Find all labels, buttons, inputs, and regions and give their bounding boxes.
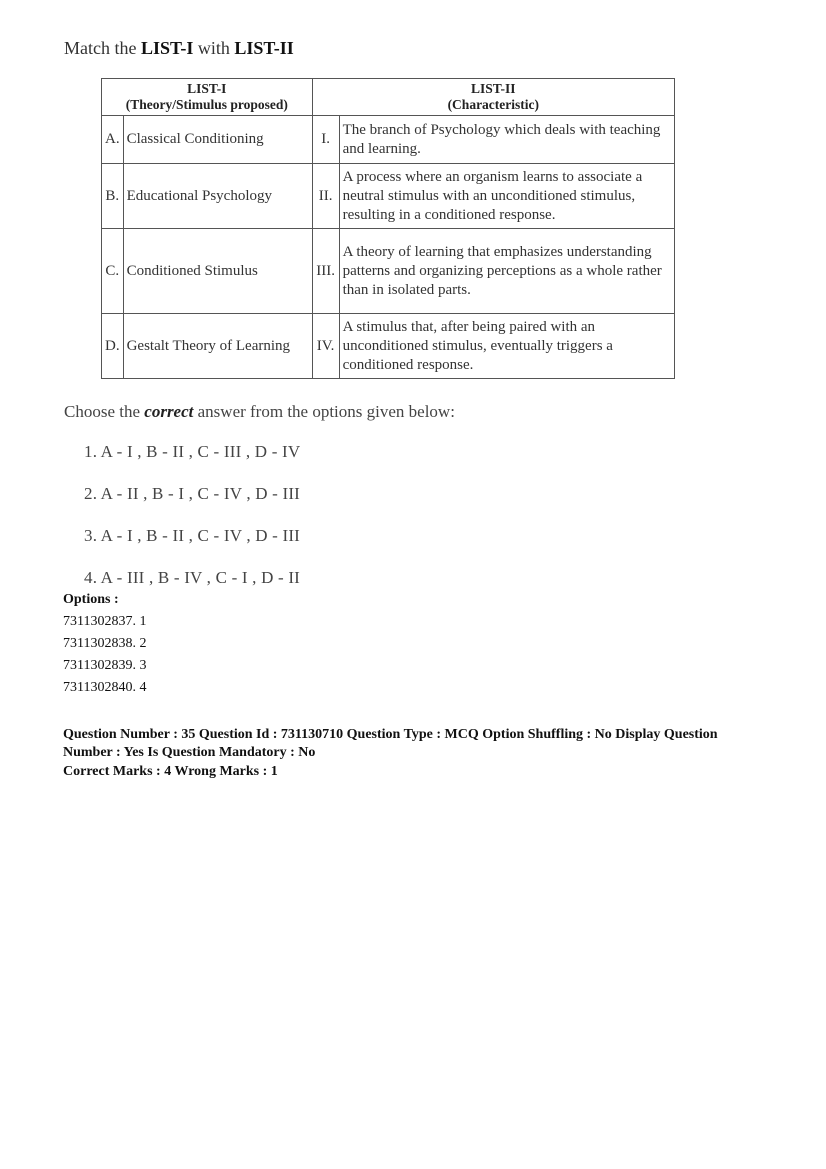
- row-description: A process where an organism learns to associate a neutral stimulus with an unconditioned stimulus, resulting in a conditioned response.: [339, 164, 674, 229]
- question-heading: [64, 38, 294, 59]
- list1-header-title: LIST-I: [187, 81, 227, 96]
- list1-header-subtitle: (Theory/Stimulus proposed): [125, 97, 288, 112]
- row-numeral: IV.: [312, 314, 339, 379]
- row-item: Educational Psychology: [123, 164, 312, 229]
- options-label: Options :: [63, 592, 119, 607]
- row-item: Classical Conditioning: [123, 116, 312, 164]
- list2-header: [312, 79, 674, 116]
- answer-choice-2: 2. A - II , B - I , C - IV , D - III: [84, 484, 301, 503]
- list2-header-title: LIST-II: [471, 81, 516, 96]
- option-id-1: 7311302837. 1: [63, 614, 147, 629]
- list2-header-subtitle: (Characteristic): [447, 97, 540, 112]
- row-letter: B.: [102, 164, 124, 229]
- answer-choice-4: 4. A - III , B - IV , C - I , D - II: [84, 568, 301, 587]
- choose-instruction: [64, 402, 455, 422]
- table-row: [102, 229, 675, 314]
- match-table: [101, 78, 675, 379]
- list1-header: [102, 79, 313, 116]
- option-id-4: 7311302840. 4: [63, 680, 147, 695]
- row-item: Conditioned Stimulus: [123, 229, 312, 314]
- table-row: [102, 314, 675, 379]
- answer-choice-1: 1. A - I , B - II , C - III , D - IV: [84, 442, 301, 461]
- heading-mid: with: [193, 38, 235, 58]
- choose-emphasis: correct: [144, 402, 194, 421]
- row-description: A stimulus that, after being paired with an unconditioned stimulus, eventually triggers a conditioned response.: [339, 314, 674, 379]
- table-row: [102, 164, 675, 229]
- table-row: [102, 116, 675, 164]
- marks-info: Correct Marks : 4 Wrong Marks : 1: [63, 764, 278, 779]
- option-id-2: 7311302838. 2: [63, 636, 147, 651]
- row-letter: A.: [102, 116, 124, 164]
- heading-prefix: Match the: [64, 38, 141, 58]
- option-id-3: 7311302839. 3: [63, 658, 147, 673]
- choose-suffix: answer from the options given below:: [193, 402, 455, 421]
- heading-list2: LIST-II: [234, 38, 294, 58]
- row-numeral: I.: [312, 116, 339, 164]
- row-description: A theory of learning that emphasizes understanding patterns and organizing perceptions as a whole rather than in isolated parts.: [339, 229, 674, 314]
- row-numeral: II.: [312, 164, 339, 229]
- heading-list1: LIST-I: [140, 38, 194, 58]
- choose-prefix: Choose the: [64, 402, 145, 421]
- row-letter: C.: [102, 229, 124, 314]
- question-info: Question Number : 35 Question Id : 731130710 Question Type : MCQ Option Shuffling : No Display Question Number : Yes Is Question Mandatory : No: [63, 727, 718, 760]
- row-numeral: III.: [312, 229, 339, 314]
- row-description: The branch of Psychology which deals with teaching and learning.: [339, 116, 674, 164]
- table-header-row: [102, 79, 675, 116]
- row-letter: D.: [102, 314, 124, 379]
- answer-choice-3: 3. A - I , B - II , C - IV , D - III: [84, 526, 301, 545]
- row-item: Gestalt Theory of Learning: [123, 314, 312, 379]
